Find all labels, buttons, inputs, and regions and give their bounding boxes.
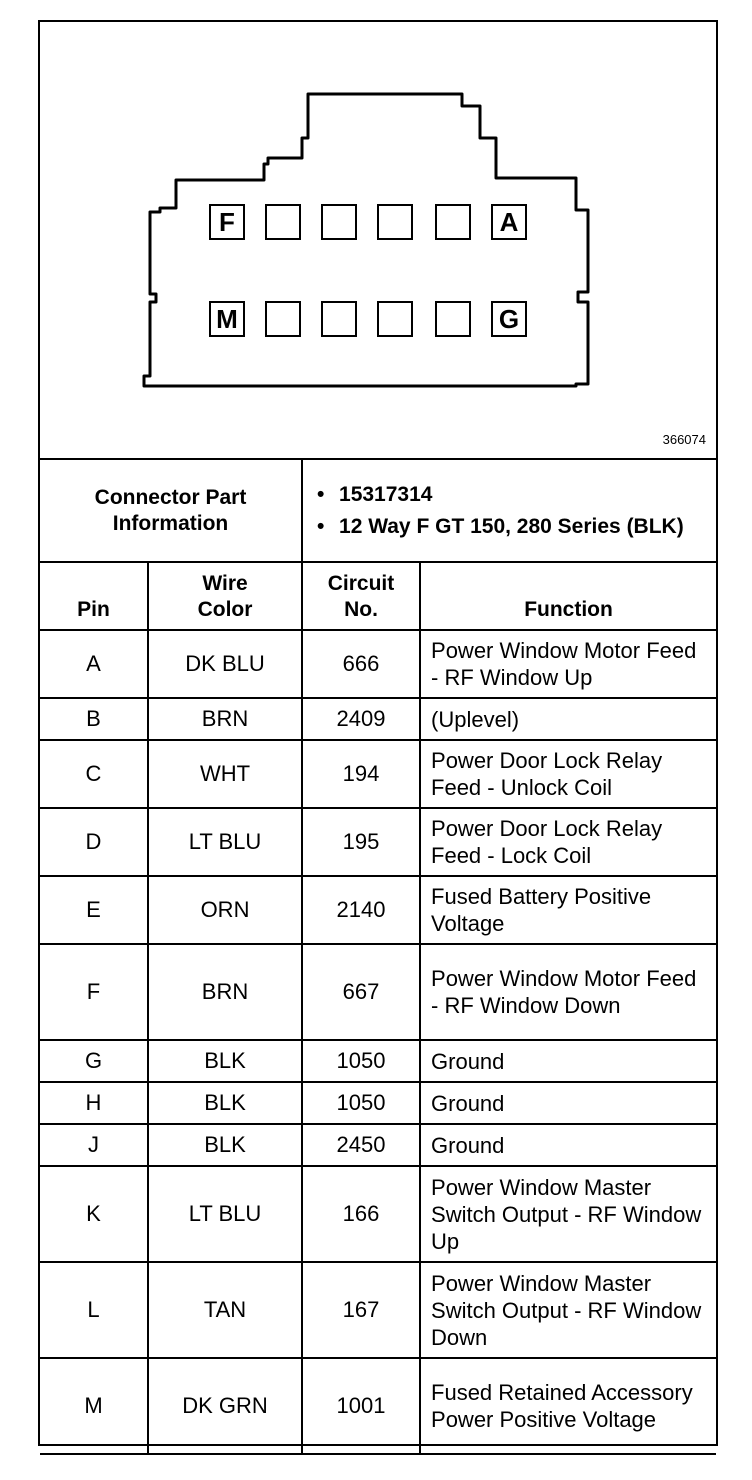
- circuit-cell: 2450: [302, 1124, 420, 1166]
- circuit-cell: 195: [302, 808, 420, 876]
- function-cell: Power Door Lock Relay Feed - Unlock Coil: [420, 740, 716, 808]
- table-row: [40, 944, 716, 1040]
- circuit-cell: 667: [302, 944, 420, 1040]
- wire-color-cell: ORN: [148, 876, 302, 944]
- pin-cell: C: [40, 740, 148, 808]
- circuit-cell: 166: [302, 1166, 420, 1262]
- table-row: [40, 698, 716, 740]
- pin-cavity: [378, 302, 412, 336]
- wire-color-cell: LT BLU: [148, 1166, 302, 1262]
- pin-cavity: [266, 205, 300, 239]
- connector-frame: [38, 20, 718, 1446]
- pin-cell: J: [40, 1124, 148, 1166]
- figure-id: 366074: [662, 432, 706, 447]
- pinout-table: [40, 460, 716, 1455]
- function-cell: Power Window Motor Feed - RF Window Down: [420, 944, 716, 1040]
- table-row: [40, 808, 716, 876]
- pin-cavity: [322, 302, 356, 336]
- table-row: [40, 1166, 716, 1262]
- circuit-cell: 666: [302, 630, 420, 698]
- header-function: Function: [420, 562, 716, 630]
- part-number: • 15317314: [315, 482, 704, 508]
- pin-label-f: F: [219, 207, 235, 237]
- function-cell: Ground: [420, 1124, 716, 1166]
- wire-color-cell: BLK: [148, 1040, 302, 1082]
- pin-cell: D: [40, 808, 148, 876]
- pin-cell: G: [40, 1040, 148, 1082]
- circuit-cell: 167: [302, 1262, 420, 1358]
- table-row: [40, 1082, 716, 1124]
- pin-cell: H: [40, 1082, 148, 1124]
- wire-color-cell: TAN: [148, 1262, 302, 1358]
- wire-color-cell: DK GRN: [148, 1358, 302, 1454]
- circuit-cell: 194: [302, 740, 420, 808]
- pin-cell: F: [40, 944, 148, 1040]
- connector-outline: [40, 22, 716, 458]
- table-row: [40, 1262, 716, 1358]
- table-row: [40, 1124, 716, 1166]
- pin-cell: B: [40, 698, 148, 740]
- pin-cavity: [322, 205, 356, 239]
- circuit-cell: 1050: [302, 1040, 420, 1082]
- function-cell: (Uplevel): [420, 698, 716, 740]
- pin-cavity: [436, 205, 470, 239]
- table-row: [40, 740, 716, 808]
- pin-cell: E: [40, 876, 148, 944]
- wire-color-cell: WHT: [148, 740, 302, 808]
- table-header-row: [40, 562, 716, 630]
- header-pin: Pin: [40, 562, 148, 630]
- function-cell: Fused Battery Positive Voltage: [420, 876, 716, 944]
- wire-color-cell: BRN: [148, 698, 302, 740]
- header-wire-color: Wire Color: [148, 562, 302, 630]
- header-circuit: Circuit No.: [302, 562, 420, 630]
- function-cell: Ground: [420, 1040, 716, 1082]
- circuit-cell: 2140: [302, 876, 420, 944]
- pin-label-a: A: [499, 207, 519, 237]
- connector-info-label: Connector Part Information: [40, 460, 302, 562]
- pin-cavity: [266, 302, 300, 336]
- function-cell: Power Window Master Switch Output - RF Window Up: [420, 1166, 716, 1262]
- pin-cavity: [436, 302, 470, 336]
- wire-color-cell: DK BLU: [148, 630, 302, 698]
- function-cell: Fused Retained Accessory Power Positive Voltage: [420, 1358, 716, 1454]
- pin-cavity: [378, 205, 412, 239]
- table-row: [40, 876, 716, 944]
- pin-cell: K: [40, 1166, 148, 1262]
- connector-diagram: [40, 22, 716, 460]
- circuit-cell: 1001: [302, 1358, 420, 1454]
- pin-label-g: G: [498, 304, 520, 334]
- connector-info-value: [302, 460, 716, 562]
- connector-info-row: [40, 460, 716, 562]
- pin-cell: M: [40, 1358, 148, 1454]
- pin-cell: A: [40, 630, 148, 698]
- function-cell: Power Door Lock Relay Feed - Lock Coil: [420, 808, 716, 876]
- pin-cell: L: [40, 1262, 148, 1358]
- connector-description: • 12 Way F GT 150, 280 Series (BLK): [315, 514, 704, 540]
- wire-color-cell: BLK: [148, 1124, 302, 1166]
- circuit-cell: 1050: [302, 1082, 420, 1124]
- function-cell: Power Window Motor Feed - RF Window Up: [420, 630, 716, 698]
- circuit-cell: 2409: [302, 698, 420, 740]
- table-row: [40, 630, 716, 698]
- function-cell: Power Window Master Switch Output - RF Window Down: [420, 1262, 716, 1358]
- wire-color-cell: BRN: [148, 944, 302, 1040]
- pin-label-m: M: [216, 304, 238, 334]
- function-cell: Ground: [420, 1082, 716, 1124]
- table-row: [40, 1358, 716, 1454]
- table-row: [40, 1040, 716, 1082]
- wire-color-cell: LT BLU: [148, 808, 302, 876]
- wire-color-cell: BLK: [148, 1082, 302, 1124]
